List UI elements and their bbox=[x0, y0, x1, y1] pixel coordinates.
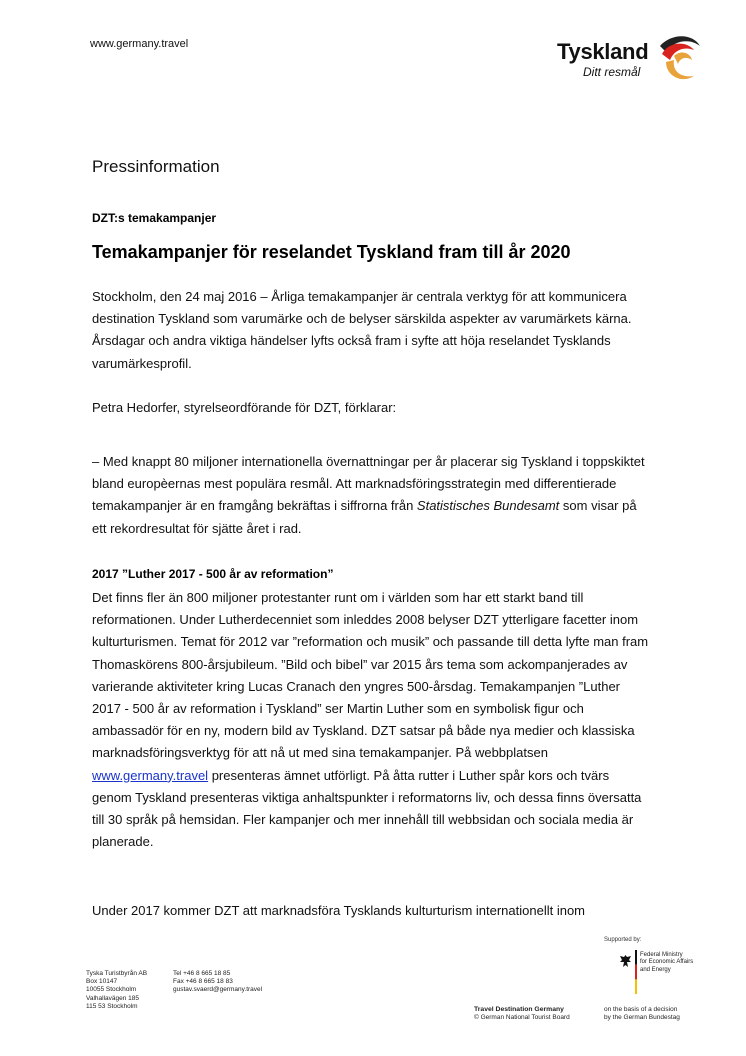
bmwi-line: and Energy bbox=[640, 966, 671, 973]
tdg-title: Travel Destination Germany bbox=[474, 1006, 564, 1013]
quote-source: Statistisches Bundesamt bbox=[416, 498, 560, 514]
footer-tdg bbox=[474, 1006, 570, 1022]
logo-subtitle: Ditt resmål bbox=[583, 65, 641, 79]
paragraph-luther-text bbox=[92, 587, 652, 853]
paragraph-intro bbox=[92, 286, 652, 375]
footer-contact bbox=[173, 970, 262, 995]
paragraph-quote-text bbox=[92, 451, 652, 540]
paragraph-intro-text: Stockholm, den 24 maj 2016 – Årliga temakampanjer är centrala verktyg för att kommunicera destination Tyskland som varumärke och de belyser särskilda aspekter av varumärkets kärna. Årsdagar och andra viktiga händelser lyfts också fram i syfte att höja reselandet Tysklands varumärkesprofil. bbox=[92, 289, 632, 371]
luther-text-b: presenteras ämnet utförligt. På åtta rutter i Luther spår kors och tvärs genom Tyskland presenteras viktiga anhaltspunkter i reformatorns liv, och dessa finns översatta till 30 språk på hemsidan. Fler kampanjer och mer innehåll till webbsidan och sociala media är planerade. bbox=[92, 767, 642, 850]
logo-title: Tyskland bbox=[557, 39, 649, 64]
tyskland-logo bbox=[555, 30, 705, 90]
bmwi-line: for Economic Affairs bbox=[640, 959, 694, 966]
supported-by-label: Supported by: bbox=[604, 937, 642, 943]
contact-fax: Fax +46 8 665 18 83 bbox=[173, 978, 233, 986]
eagle-icon bbox=[619, 954, 632, 968]
german-flag-stripe-icon bbox=[635, 950, 637, 994]
tdg-subtitle: © German National Tourist Board bbox=[474, 1014, 570, 1021]
contact-phone: Tel +46 8 665 18 85 bbox=[173, 970, 231, 977]
germany-travel-link[interactable]: www.germany.travel bbox=[92, 767, 209, 783]
paragraph-quote-intro-text: Petra Hedorfer, styrelseordförande för DZT, förklarar: bbox=[92, 400, 397, 415]
address-line: 115 53 Stockholm bbox=[86, 1002, 138, 1010]
section-heading: 2017 ”Luther 2017 - 500 år av reformation” bbox=[92, 567, 334, 581]
paragraph-2017 bbox=[92, 900, 652, 922]
address-line: Tyska Turistbyrån AB bbox=[86, 970, 148, 977]
bundestag-line: on the basis of a decision bbox=[604, 1006, 678, 1013]
bmwi-name bbox=[640, 952, 693, 974]
kicker: DZT:s temakampanjer bbox=[92, 211, 217, 225]
quote-text-b: som visar på ett rekordresultat för sjätte året i rad. bbox=[92, 498, 637, 536]
contact-email: gustav.svaerd@germany.travel bbox=[173, 986, 263, 994]
paragraph-luther bbox=[92, 587, 652, 853]
swirl-logo-icon bbox=[652, 32, 702, 84]
header-url: www.germany.travel bbox=[90, 38, 189, 50]
headline: Temakampanjer för reselandet Tyskland fram till år 2020 bbox=[92, 242, 571, 262]
paragraph-quote bbox=[92, 451, 652, 540]
quote-text-a: – Med knappt 80 miljoner internationella övernattningar per år placerar sig Tyskland i toppskiktet bland europèernas mest populära resmål. Att marknadsföringsstrategin med differentierade temakampanjer är en framgång bekräftas i siffrorna från bbox=[92, 454, 645, 514]
paragraph-2017-text: Under 2017 kommer DZT att marknadsföra Tysklands kulturturism internationellt inom bbox=[92, 903, 585, 918]
address-line: Box 10147 bbox=[86, 978, 118, 986]
address-line: Valhallavägen 185 bbox=[86, 994, 140, 1002]
bmwi-line: Federal Ministry bbox=[640, 952, 683, 958]
footer-address bbox=[86, 970, 147, 1011]
press-label: Pressinformation bbox=[92, 157, 220, 176]
luther-text-a: Det finns fler än 800 miljoner protestanter runt om i världen som har ett starkt band till reformationen. Under Lutherdecenniet som inleddes 2008 belyser DZT ytterligare facetter inom kulturturismen. Temat för 2012 var ”reformation och musik” och passande till detta lyfte man fram Thomaskörens 800-årsjubileum. ”Bild och bibel” var 2015 års tema som ackompanjerades av varierande aktiviteter kring Lucas Cranach den yngres 500-årsdag. Temakampanjen ”Luther 2017 - 500 år av reformation i Tyskland” ser Martin Luther som en symbolisk figur och ambassadör för en ny, modern bild av Tyskland. DZT satsar på både nya medier och klassiska marknadsföringsverktyg för att nå ut med sina temakampanjer. På webbplatsen bbox=[92, 590, 649, 761]
paragraph-quote-intro bbox=[92, 397, 652, 419]
address-line: 10055 Stockholm bbox=[86, 986, 137, 994]
bundestag-note bbox=[604, 1006, 680, 1022]
bmwi-logo bbox=[618, 950, 698, 996]
bundestag-line: by the German Bundestag bbox=[604, 1014, 680, 1021]
